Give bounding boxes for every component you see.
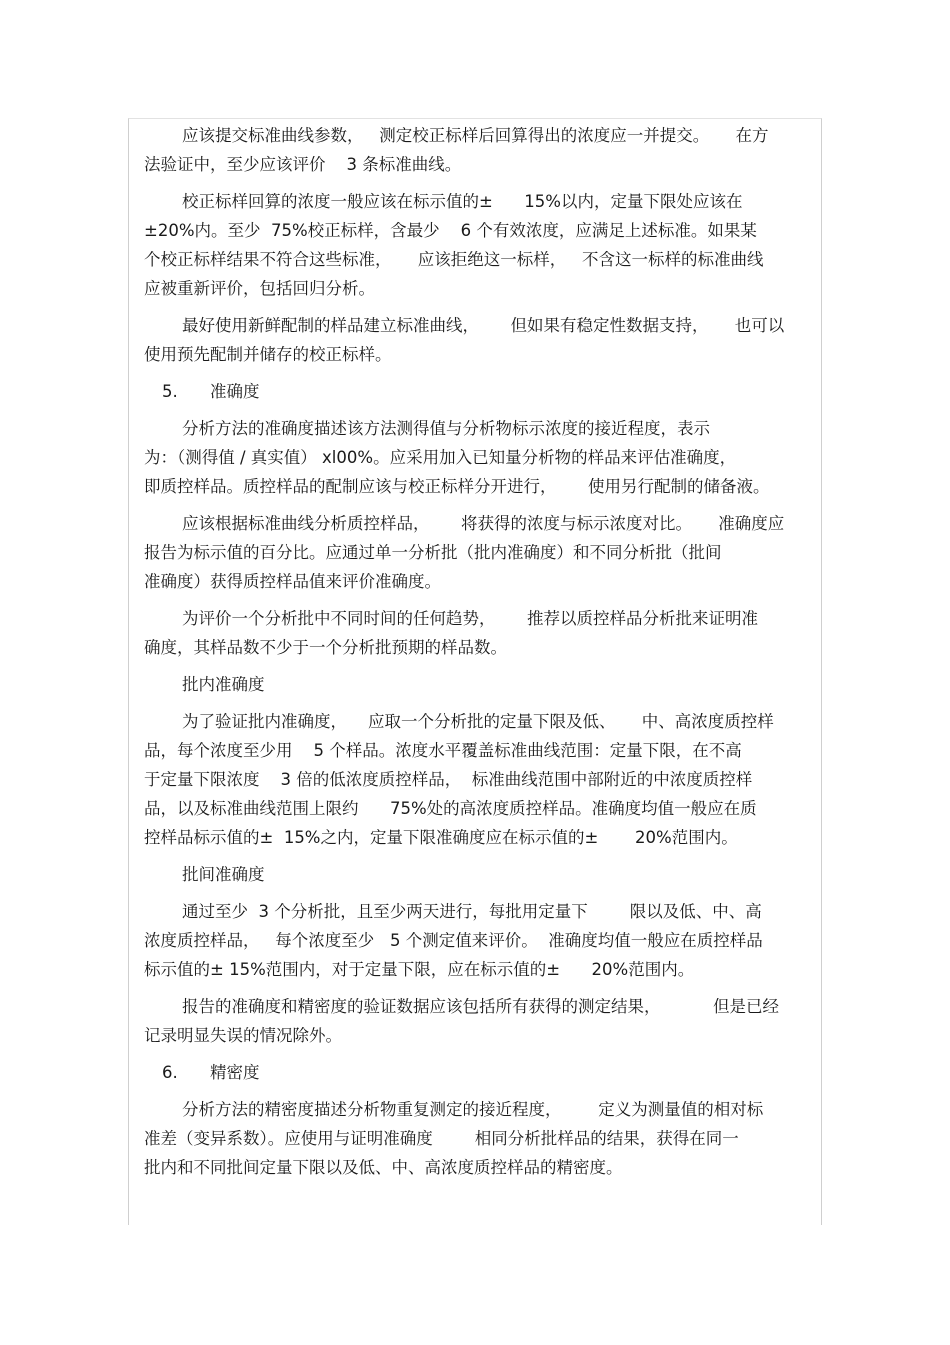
paragraph-line: 应该根据标准曲线分析质控样品， 将获得的浓度与标示浓度对比。 准确度应 bbox=[182, 514, 785, 533]
section-title: 准确度 bbox=[210, 382, 260, 401]
paragraph-line: 记录明显失误的情况除外。 bbox=[144, 1026, 342, 1045]
paragraph-line: 为了验证批内准确度， 应取一个分析批的定量下限及低、 中、高浓度质控样 bbox=[182, 712, 774, 731]
section-number: 6. bbox=[162, 1063, 178, 1082]
paragraph-line: 批内和不同批间定量下限以及低、中、高浓度质控样品的精密度。 bbox=[144, 1158, 623, 1177]
paragraph bbox=[144, 414, 808, 501]
paragraph-line: 分析方法的准确度描述该方法测得值与分析物标示浓度的接近程度，表示 bbox=[182, 419, 710, 438]
paragraph-line: 个校正标样结果不符合这些标准， 应该拒绝这一标样， 不含这一标样的标准曲线 bbox=[144, 250, 764, 269]
paragraph-line: 应该提交标准曲线参数， 测定校正标样后回算得出的浓度应一并提交。 在方 bbox=[182, 126, 769, 145]
paragraph bbox=[144, 311, 808, 369]
paragraph bbox=[144, 121, 808, 179]
paragraph-line: 为评价一个分析批中不同时间的任何趋势， 推荐以质控样品分析批来证明准 bbox=[182, 609, 758, 628]
section-heading bbox=[144, 377, 808, 406]
paragraph-line: 校正标样回算的浓度一般应该在标示值的± 15%以内，定量下限处应该在 bbox=[182, 192, 743, 211]
paragraph-line: 准确度）获得质控样品值来评价准确度。 bbox=[144, 572, 441, 591]
paragraph-line: 使用预先配制并储存的校正标样。 bbox=[144, 345, 392, 364]
paragraph-line: 准差（变异系数）。应使用与证明准确度 相同分析批样品的结果，获得在同一 bbox=[144, 1129, 739, 1148]
paragraph bbox=[144, 707, 808, 852]
paragraph-line: 浓度质控样品， 每个浓度至少 5 个测定值来评价。 准确度均值一般应在质控样品 bbox=[144, 931, 763, 950]
paragraph-line: 为：（测得值 / 真实值） xl00%。应采用加入已知量分析物的样品来评估准确度， bbox=[144, 448, 737, 467]
paragraph-line: 应被重新评价，包括回归分析。 bbox=[144, 279, 375, 298]
paragraph bbox=[144, 509, 808, 596]
paragraph-line: 报告的准确度和精密度的验证数据应该包括所有获得的测定结果， 但是已经 bbox=[182, 997, 779, 1016]
section-heading bbox=[144, 1058, 808, 1087]
paragraph-line: 于定量下限浓度 3 倍的低浓度质控样品， 标准曲线范围中部附近的中浓度质控样 bbox=[144, 770, 753, 789]
paragraph-line: 通过至少 3 个分析批，且至少两天进行，每批用定量下 限以及低、中、高 bbox=[182, 902, 762, 921]
paragraph bbox=[144, 187, 808, 303]
paragraph bbox=[144, 604, 808, 662]
paragraph-line: 品，以及标准曲线范围上限约 75%处的高浓度质控样品。准确度均值一般应在质 bbox=[144, 799, 757, 818]
paragraph-line: 法验证中，至少应该评价 3 条标准曲线。 bbox=[144, 155, 462, 174]
paragraph-line: 分析方法的精密度描述分析物重复测定的接近程度， 定义为测量值的相对标 bbox=[182, 1100, 764, 1119]
paragraph-line: 报告为标示值的百分比。应通过单一分析批（批内准确度）和不同分析批（批间 bbox=[144, 543, 722, 562]
paragraph-line: 控样品标示值的± 15%之内，定量下限准确度应在标示值的± 20%范围内。 bbox=[144, 828, 738, 847]
paragraph bbox=[144, 992, 808, 1050]
paragraph-line: ±20%内。至少 75%校正标样，含最少 6 个有效浓度，应满足上述标准。如果某 bbox=[144, 221, 757, 240]
paragraph-line: 标示值的± 15%范围内，对于定量下限，应在标示值的± 20%范围内。 bbox=[144, 960, 695, 979]
subsection-title: 批间准确度 bbox=[182, 865, 265, 884]
paragraph-line: 确度，其样品数不少于一个分析批预期的样品数。 bbox=[144, 638, 507, 657]
section-number: 5. bbox=[162, 382, 178, 401]
subsection-title: 批内准确度 bbox=[182, 675, 265, 694]
paragraph bbox=[144, 897, 808, 984]
paragraph-line: 品，每个浓度至少用 5 个样品。浓度水平覆盖标准曲线范围：定量下限，在不高 bbox=[144, 741, 742, 760]
section-title: 精密度 bbox=[210, 1063, 260, 1082]
paragraph-line: 最好使用新鲜配制的样品建立标准曲线， 但如果有稳定性数据支持， 也可以 bbox=[182, 316, 785, 335]
paragraph bbox=[144, 1095, 808, 1182]
document-body bbox=[144, 121, 808, 1190]
paragraph-line: 即质控样品。质控样品的配制应该与校正标样分开进行， 使用另行配制的储备液。 bbox=[144, 477, 770, 496]
